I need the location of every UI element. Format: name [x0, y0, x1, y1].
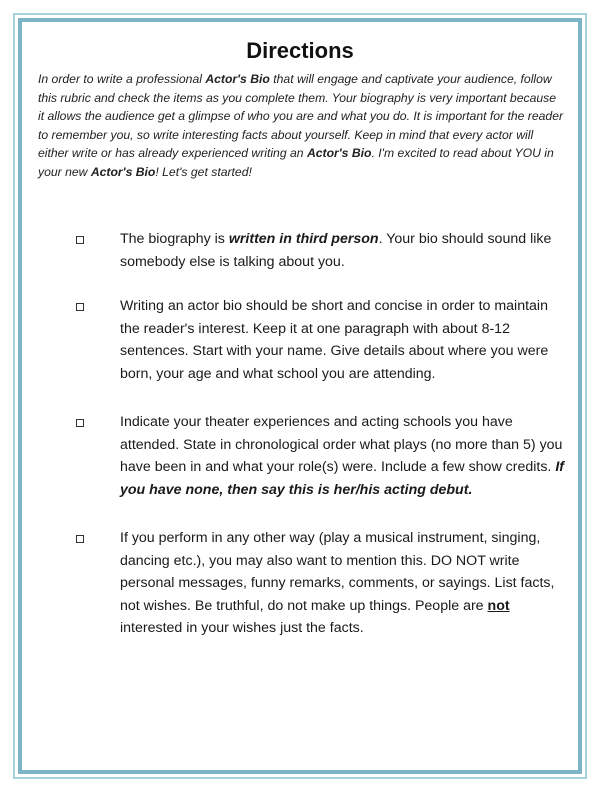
page-title: Directions	[246, 38, 354, 63]
page-border	[18, 18, 582, 774]
item-text: Indicate your theater experiences and acting schools you have attended. State in chronological order what plays (no more than 5) you have been in and what your role(s) were. Include a few show credits.	[120, 414, 563, 475]
item-text: interested in your wishes just the facts.	[120, 620, 364, 636]
checkbox-icon[interactable]	[76, 236, 84, 244]
checklist-item	[62, 295, 566, 385]
intro-text: In order to write a professional	[38, 72, 206, 86]
item-text: . Your bio should sound like somebody else is talking about you.	[120, 231, 552, 270]
intro-text: ! Let's get started!	[155, 164, 252, 179]
checkbox-icon[interactable]	[76, 419, 84, 427]
item-emphasis: If you have none, then say this is her/his acting debut.	[120, 459, 564, 498]
checklist-item	[62, 228, 566, 273]
intro-bold-term: Actor's Bio	[306, 146, 372, 161]
item-emphasis: written in third person	[228, 231, 379, 247]
checkbox-icon[interactable]	[76, 303, 84, 311]
item-text: The biography is	[120, 231, 229, 247]
intro-paragraph	[38, 70, 564, 182]
checklist	[62, 228, 566, 640]
intro-bold-term: Actor's Bio	[205, 72, 270, 86]
item-emphasis: not	[487, 597, 510, 614]
checkbox-icon[interactable]	[76, 535, 84, 543]
intro-text: . I'm excited to read about YOU in your new	[38, 146, 554, 179]
checklist-item	[62, 411, 566, 501]
checklist-item	[62, 527, 566, 640]
item-text: Writing an actor bio should be short and concise in order to maintain the reader's interest. Keep it at one paragraph with about 8-12 sentences. Start with your name. Give details about where you were born, your age and what school you are attending.	[120, 298, 549, 382]
intro-bold-term: Actor's Bio	[90, 164, 156, 179]
item-text: If you perform in any other way (play a musical instrument, singing, dancing etc.), you may also want to mention this. DO NOT write personal messages, funny remarks, comments, or sayings. List facts, not wishes. Be truthful, do not make up things. People are	[120, 530, 555, 614]
intro-text: that will engage and captivate your audience, follow this rubric and check the items as you complete them. Your biography is very important because it allows the audience get a glimpse of who you are and what you do. It is important for the reader to remember you, so write interesting facts about yourself. Keep in mind that every actor will either write or has already experienced writing an	[38, 72, 564, 161]
